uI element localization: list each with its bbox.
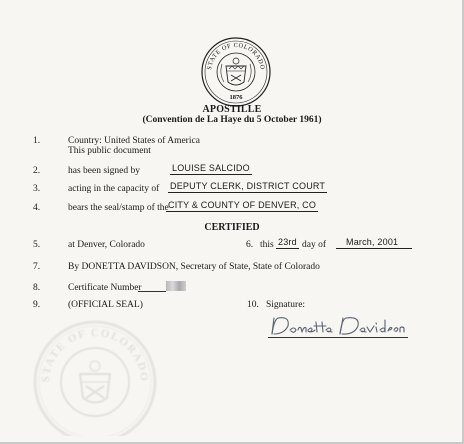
- item-number: 4.: [33, 203, 41, 213]
- day-value: 23rd: [278, 237, 297, 247]
- official-seal-label: (OFFICIAL SEAL): [68, 300, 143, 310]
- item-number: 9.: [33, 300, 41, 310]
- item-number: 8.: [33, 283, 41, 293]
- signature-label: Signature:: [266, 300, 306, 310]
- document-title: APOSTILLE: [202, 104, 262, 115]
- capacity-value: DEPUTY CLERK, DISTRICT COURT: [170, 181, 326, 191]
- item-number: 1.: [33, 136, 41, 146]
- signed-by-value: LOUISE SALCIDO: [172, 163, 250, 173]
- item-number: 2.: [33, 166, 41, 176]
- colorado-state-seal: [200, 36, 272, 108]
- month-year-value: March, 2001: [336, 237, 412, 249]
- day-of-label: day of: [302, 240, 327, 250]
- svg-text:STATE OF COLORADO: STATE OF COLORADO: [39, 326, 151, 383]
- certificate-number-line: [138, 291, 166, 292]
- signed-by-secretary: By DONETTA DAVIDSON, Secretary of State, State of Colorado: [68, 262, 320, 272]
- seal-stamp-value: CITY & COUNTY OF DENVER, CO: [168, 200, 317, 210]
- item-number: 6.: [246, 240, 254, 250]
- document-subtitle: (Convention de La Haye du 5 October 1961): [142, 115, 322, 125]
- location-text: at Denver, Colorado: [68, 240, 145, 250]
- embossed-seal: [24, 312, 166, 436]
- item-number: 10.: [247, 300, 259, 310]
- signed-by-label: has been signed by: [68, 166, 141, 176]
- seal-stamp-label: bears the seal/stamp of the: [68, 203, 169, 213]
- this-label: this: [260, 240, 274, 250]
- redacted-certificate-number: [166, 281, 186, 291]
- item-number: 3.: [33, 184, 41, 194]
- capacity-label: acting in the capacity of: [68, 184, 160, 194]
- certified-heading: CERTIFIED: [204, 222, 260, 233]
- item-number: 7.: [33, 262, 41, 272]
- signature-line: [268, 337, 408, 338]
- svg-text:1876: 1876: [229, 94, 243, 101]
- country-label: Country: United States of America: [68, 136, 200, 146]
- item-number: 5.: [33, 240, 41, 250]
- public-document-label: This public document: [68, 146, 151, 156]
- svg-text:STATE OF COLORADO: STATE OF COLORADO: [206, 41, 266, 71]
- certificate-number-label: Certificate Number: [68, 283, 142, 293]
